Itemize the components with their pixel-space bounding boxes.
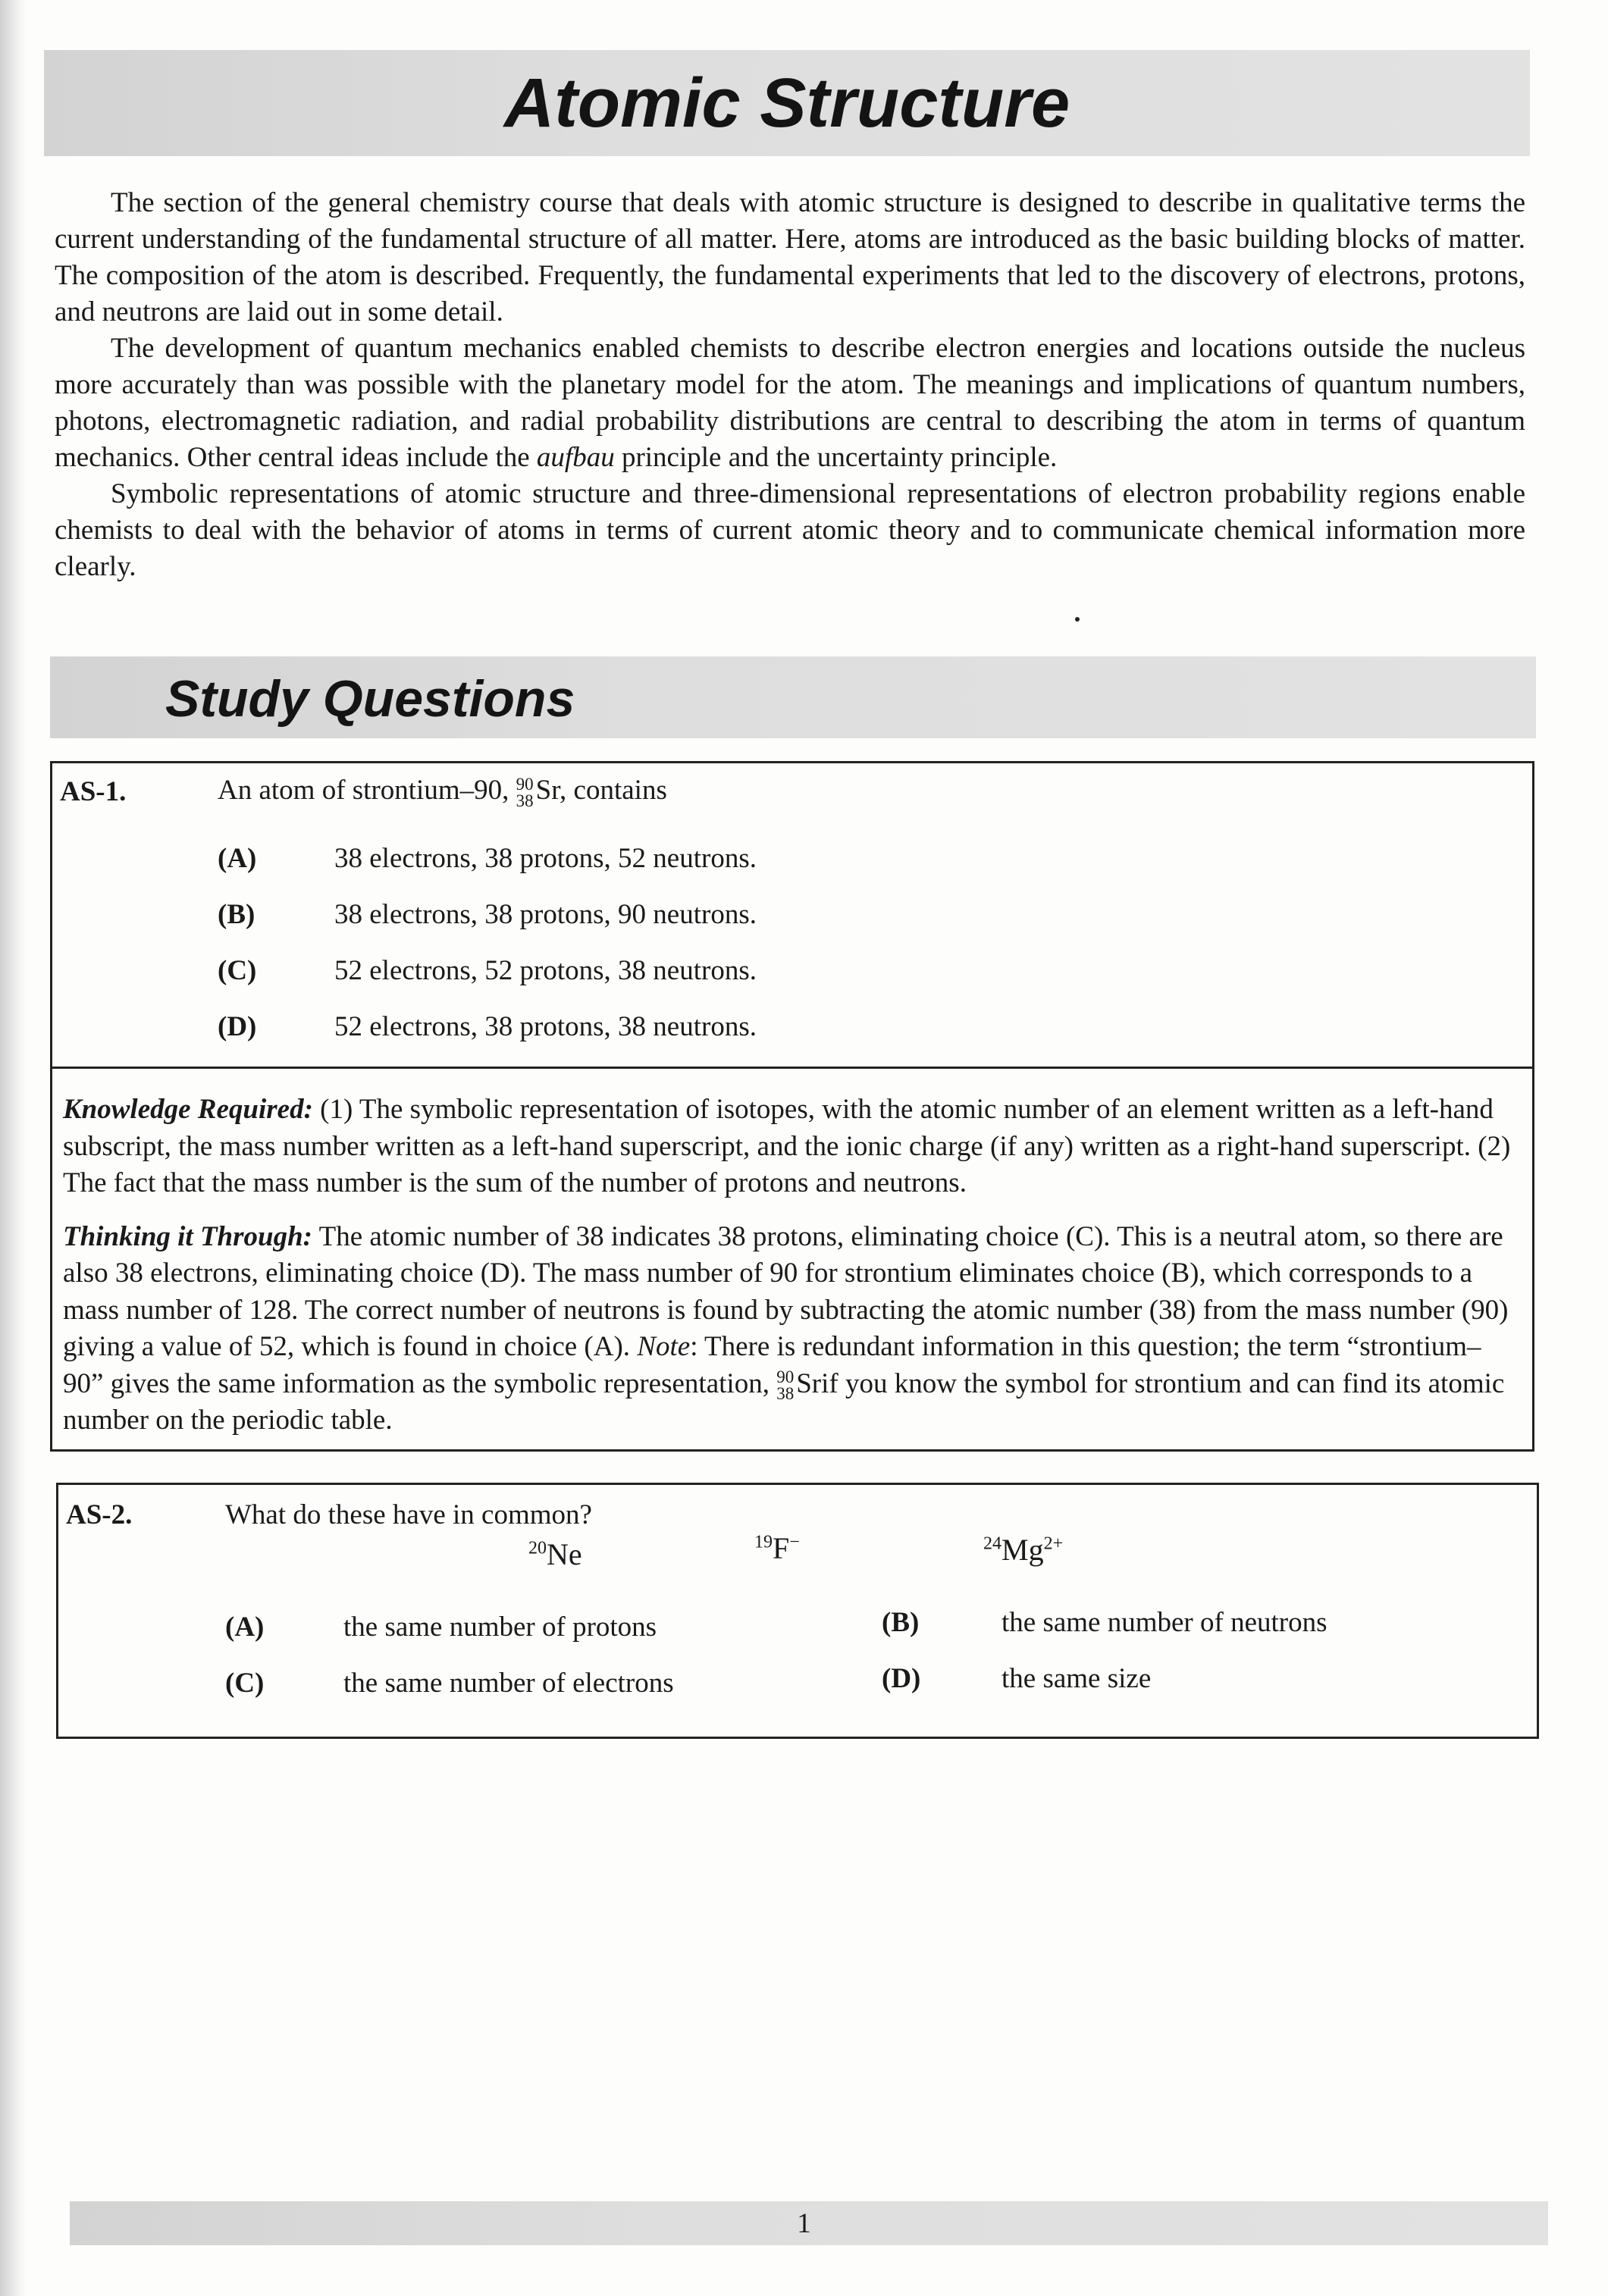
intro-p2-text: The development of quantum mechanics enabled chemists to describe electron energies and locations outside the nucleus more accurately than was possible with the planetary model for the atom. The meanings and implications of quantum numbers, photons, electromagnetic radiation, and radial probability distributions are central to describing the atom in terms of quantum mechanics. Other central ideas include the [55, 333, 1525, 473]
study-questions-heading: Study Questions [165, 670, 575, 728]
option-d-text[interactable]: the same size [1001, 1663, 1152, 1694]
species-mass: 20 [528, 1538, 547, 1558]
option-a-text[interactable]: the same number of protons [343, 1612, 657, 1643]
option-d-letter: (D) [882, 1663, 921, 1694]
option-d-text[interactable]: 52 electrons, 38 protons, 38 neutrons. [334, 1011, 757, 1042]
option-c-letter: (C) [225, 1668, 265, 1699]
species-magnesium [983, 1532, 1063, 1568]
isotope-numbers [516, 776, 534, 810]
intro-p2-emphasis: aufbau [536, 442, 615, 473]
question-as1-box [50, 761, 1534, 1069]
option-c-text[interactable]: 52 electrons, 52 protons, 38 neutrons. [334, 955, 757, 986]
stray-mark [1075, 617, 1080, 622]
species-symbol: Ne [547, 1537, 582, 1571]
species-charge: − [789, 1532, 800, 1552]
thinking-text-note: : There is redundant information in this question; the term “strontium–90” gives the same information as the symbolic representation, [63, 1331, 1481, 1399]
species-symbol: F [773, 1531, 790, 1565]
species-symbol: Mg [1001, 1533, 1044, 1567]
mass-number-inline: 90 [776, 1367, 795, 1387]
option-a-letter: (A) [225, 1612, 265, 1643]
thinking-it-through [63, 1219, 1520, 1439]
atomic-number: 38 [516, 791, 534, 810]
option-b-letter: (B) [882, 1607, 920, 1638]
option-b-letter: (B) [218, 899, 255, 930]
option-b-text[interactable]: 38 electrons, 38 protons, 90 neutrons. [334, 899, 757, 930]
option-b-text[interactable]: the same number of neutrons [1001, 1607, 1327, 1638]
page-title: Atomic Structure [503, 64, 1070, 142]
option-d-letter: (D) [218, 1011, 257, 1042]
note-lead: Note [637, 1331, 691, 1362]
option-a-text[interactable]: 38 electrons, 38 protons, 52 neutrons. [334, 843, 757, 874]
intro-paragraph-2 [55, 330, 1525, 476]
intro-text [55, 185, 1525, 585]
species-charge: 2+ [1043, 1533, 1064, 1554]
explanation-text [63, 1092, 1520, 1456]
mass-number: 90 [516, 774, 534, 794]
species-mass: 24 [983, 1533, 1001, 1554]
knowledge-text: (1) The symbolic representation of isotopes, with the atomic number of an element written as a left-hand subscript, the mass number written as a left-hand superscript, and the ionic charge (if any) written as a right-hand superscript. (2) The fact that the mass number is the sum of the number of protons and neutrons. [63, 1094, 1511, 1198]
question-number: AS-1. [60, 776, 127, 807]
option-c-text[interactable]: the same number of electrons [343, 1668, 674, 1699]
question-number: AS-2. [66, 1499, 133, 1530]
page-binding-shadow [0, 0, 27, 2296]
option-a-letter: (A) [218, 843, 257, 874]
question-stem: What do these have in common? [225, 1499, 592, 1530]
intro-paragraph-3: Symbolic representations of atomic structure and three-dimensional representations of electron probability regions enable chemists to deal with the behavior of atoms in terms of current atomic theory and to communicate chemical information more clearly. [55, 478, 1525, 582]
knowledge-required [63, 1092, 1520, 1202]
isotope-numbers-inline [776, 1369, 794, 1402]
intro-paragraph-1: The section of the general chemistry course that deals with atomic structure is designed to describe in qualitative terms the current understanding of the fundamental structure of all matter. Here, atoms are introduced as the basic building blocks of matter. The composition of the atom is described. Frequently, the fundamental experiments that led to the discovery of electrons, protons, and neutrons are laid out in some detail. [55, 187, 1525, 327]
stem-text-end: , contains [560, 775, 667, 806]
element-symbol-inline: Sr [796, 1367, 822, 1399]
species-fluoride [754, 1530, 800, 1566]
option-c-letter: (C) [218, 955, 257, 986]
stem-text: An atom of strontium–90, [218, 775, 509, 806]
element-symbol: Sr [535, 775, 560, 806]
question-stem [218, 774, 667, 810]
thinking-text: The atomic number of 38 indicates 38 protons, eliminating choice (C). This is a neutral atom, so there are also 38 electrons, eliminating choice (D). The mass number of 90 for strontium eliminates choice (B), which corresponds to a mass number of 128. The correct number of neutrons is found by subtracting the atomic number (38) from the mass number (90) giving a value of 52, which is found in choice (A). [63, 1220, 1509, 1362]
atomic-number-inline: 38 [776, 1384, 795, 1404]
knowledge-lead: Knowledge Required: [63, 1094, 313, 1125]
page-number: 1 [797, 2208, 811, 2239]
thinking-text-end: if you know the symbol for strontium and can find its atomic number on the periodic table. [63, 1367, 1505, 1436]
intro-p2-text-end: principle and the uncertainty principle. [614, 442, 1058, 473]
species-neon [528, 1536, 582, 1572]
species-mass: 19 [754, 1532, 773, 1552]
question-as1-explanation-box [50, 1067, 1534, 1452]
question-as2-box [56, 1483, 1539, 1739]
thinking-lead: Thinking it Through: [63, 1220, 313, 1252]
